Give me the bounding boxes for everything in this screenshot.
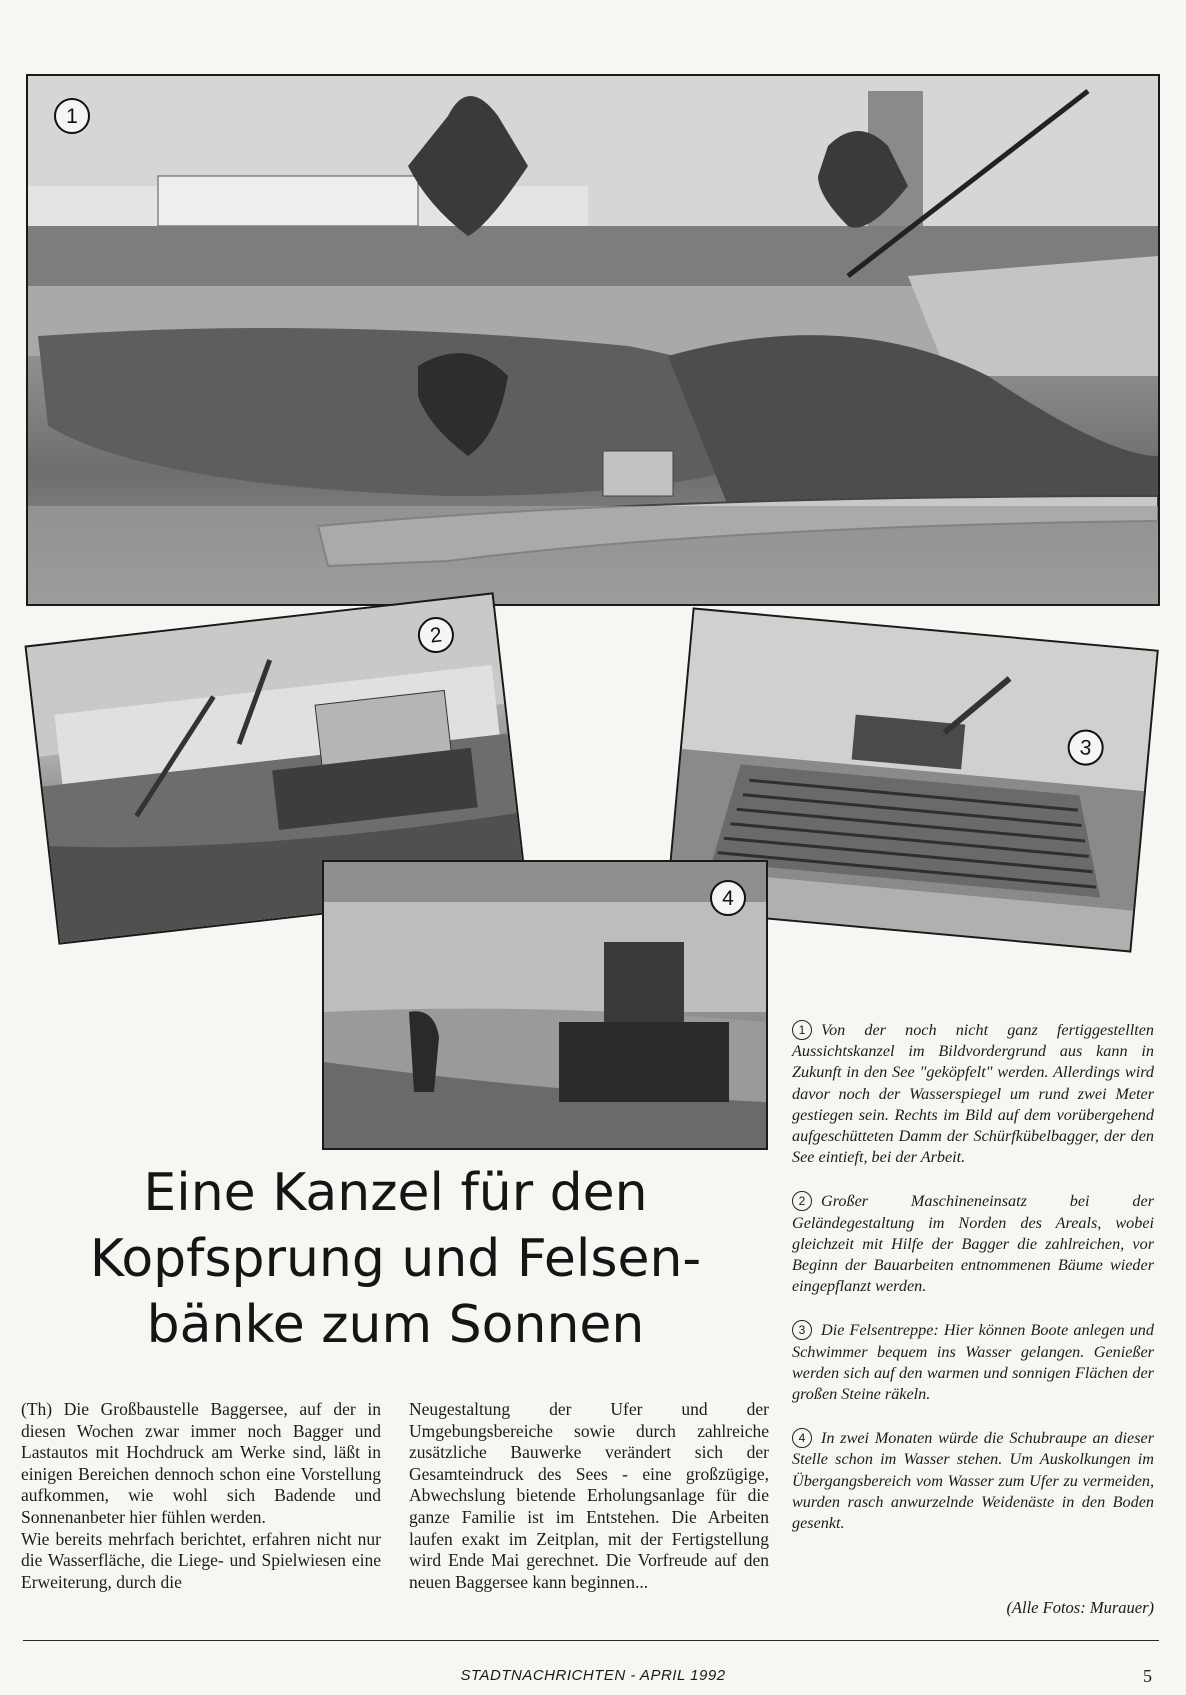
caption-text: In zwei Monaten würde die Schubraupe an dieser Stelle schon im Wasser stehen. Um Auskolkungen im Übergangsbereich vom Wasser zum Ufer zu vermeiden, wurden rasch anwurzelnde Weidenäste in den Boden gesenkt. bbox=[792, 1429, 1154, 1533]
photo-1-scene bbox=[28, 76, 1158, 604]
photo-captions bbox=[792, 1020, 1154, 1557]
caption-text: Von der noch nicht ganz fertiggestellten Aussichtskanzel im Bildvordergrund aus kann in Zukunft in den See "geköpfelt" werden. Allerdings wird davor noch der Wasserspiegel um rund zwei Meter gestiegen sein. Rechts im Bild auf dem vorübergehend aufgeschütteten Damm der Schürfkübelbagger, der den See eintieft, bei der Arbeit. bbox=[792, 1021, 1154, 1167]
photo-number-badge: 2 bbox=[416, 615, 456, 655]
photo-number-badge: 4 bbox=[710, 880, 746, 916]
headline-line-1: Eine Kanzel für den bbox=[143, 1163, 648, 1223]
caption-1 bbox=[792, 1020, 1154, 1168]
article-column-1 bbox=[21, 1399, 381, 1593]
article-headline bbox=[28, 1160, 763, 1358]
caption-number: 4 bbox=[792, 1428, 812, 1448]
photo-credit: (Alle Fotos: Murauer) bbox=[1006, 1598, 1154, 1617]
caption-number: 1 bbox=[792, 1020, 812, 1040]
caption-2 bbox=[792, 1191, 1154, 1297]
caption-4 bbox=[792, 1428, 1154, 1534]
photo-1-observation-deck bbox=[26, 74, 1160, 606]
footer-publication: STADTNACHRICHTEN - APRIL 1992 bbox=[460, 1667, 726, 1684]
caption-3 bbox=[792, 1320, 1154, 1405]
caption-text: Großer Maschineneinsatz bei der Geländegestaltung im Norden des Areals, wobei gleichzeit mit Hilfe der Bagger die zahlreichen, vor Beginn der Bauarbeiten entnommenen Bäume wieder eingepflanzt werden. bbox=[792, 1192, 1154, 1296]
photo-4-scene bbox=[324, 862, 766, 1148]
caption-text: Die Felsentreppe: Hier können Boote anlegen und Schwimmer bequem ins Wasser gelangen. Genießer werden sich auf den warmen und sonnigen Flächen der großen Steine räkeln. bbox=[792, 1321, 1154, 1404]
photo-4-bulldozer-shore bbox=[322, 860, 768, 1150]
footer-rule bbox=[23, 1640, 1159, 1641]
article-column-2 bbox=[409, 1399, 769, 1593]
headline-line-2: Kopfsprung und Felsen- bbox=[89, 1229, 702, 1289]
caption-number: 3 bbox=[792, 1320, 812, 1340]
article-paragraph: Neugestaltung der Ufer und der Umgebungsbereiche sowie durch zahlreiche zusätzliche Bauwerke verändert sich der Gesamteindruck des Sees - eine großzügige, Abwechslung bietende Erholungsanlage für die ganze Familie ist im Entstehen. Die Arbeiten laufen exakt im Zeitplan, mit der Fertigstellung wird Ende Mai gerechnet. Die Vorfreude auf den neuen Baggersee kann beginnen... bbox=[409, 1399, 769, 1592]
photo-number-badge: 3 bbox=[1066, 728, 1105, 767]
article-paragraph: (Th) Die Großbaustelle Baggersee, auf der in diesen Wochen zwar immer noch Bagger und Lastautos mit Hochdruck am Werke sind, läßt in einigen Bereichen dennoch schon eine Vorstellung aufkommen, wie wohl sich Badende und Sonnenanbeter hier fühlen werden. bbox=[21, 1399, 381, 1527]
caption-number: 2 bbox=[792, 1191, 812, 1211]
article-paragraph: Wie bereits mehrfach berichtet, erfahren nicht nur die Wasserfläche, die Liege- und Spielwiesen eine Erweiterung, durch die bbox=[21, 1528, 381, 1592]
photo-number-badge: 1 bbox=[54, 98, 90, 134]
headline-line-3: bänke zum Sonnen bbox=[146, 1295, 645, 1355]
page-number: 5 bbox=[1143, 1666, 1152, 1686]
